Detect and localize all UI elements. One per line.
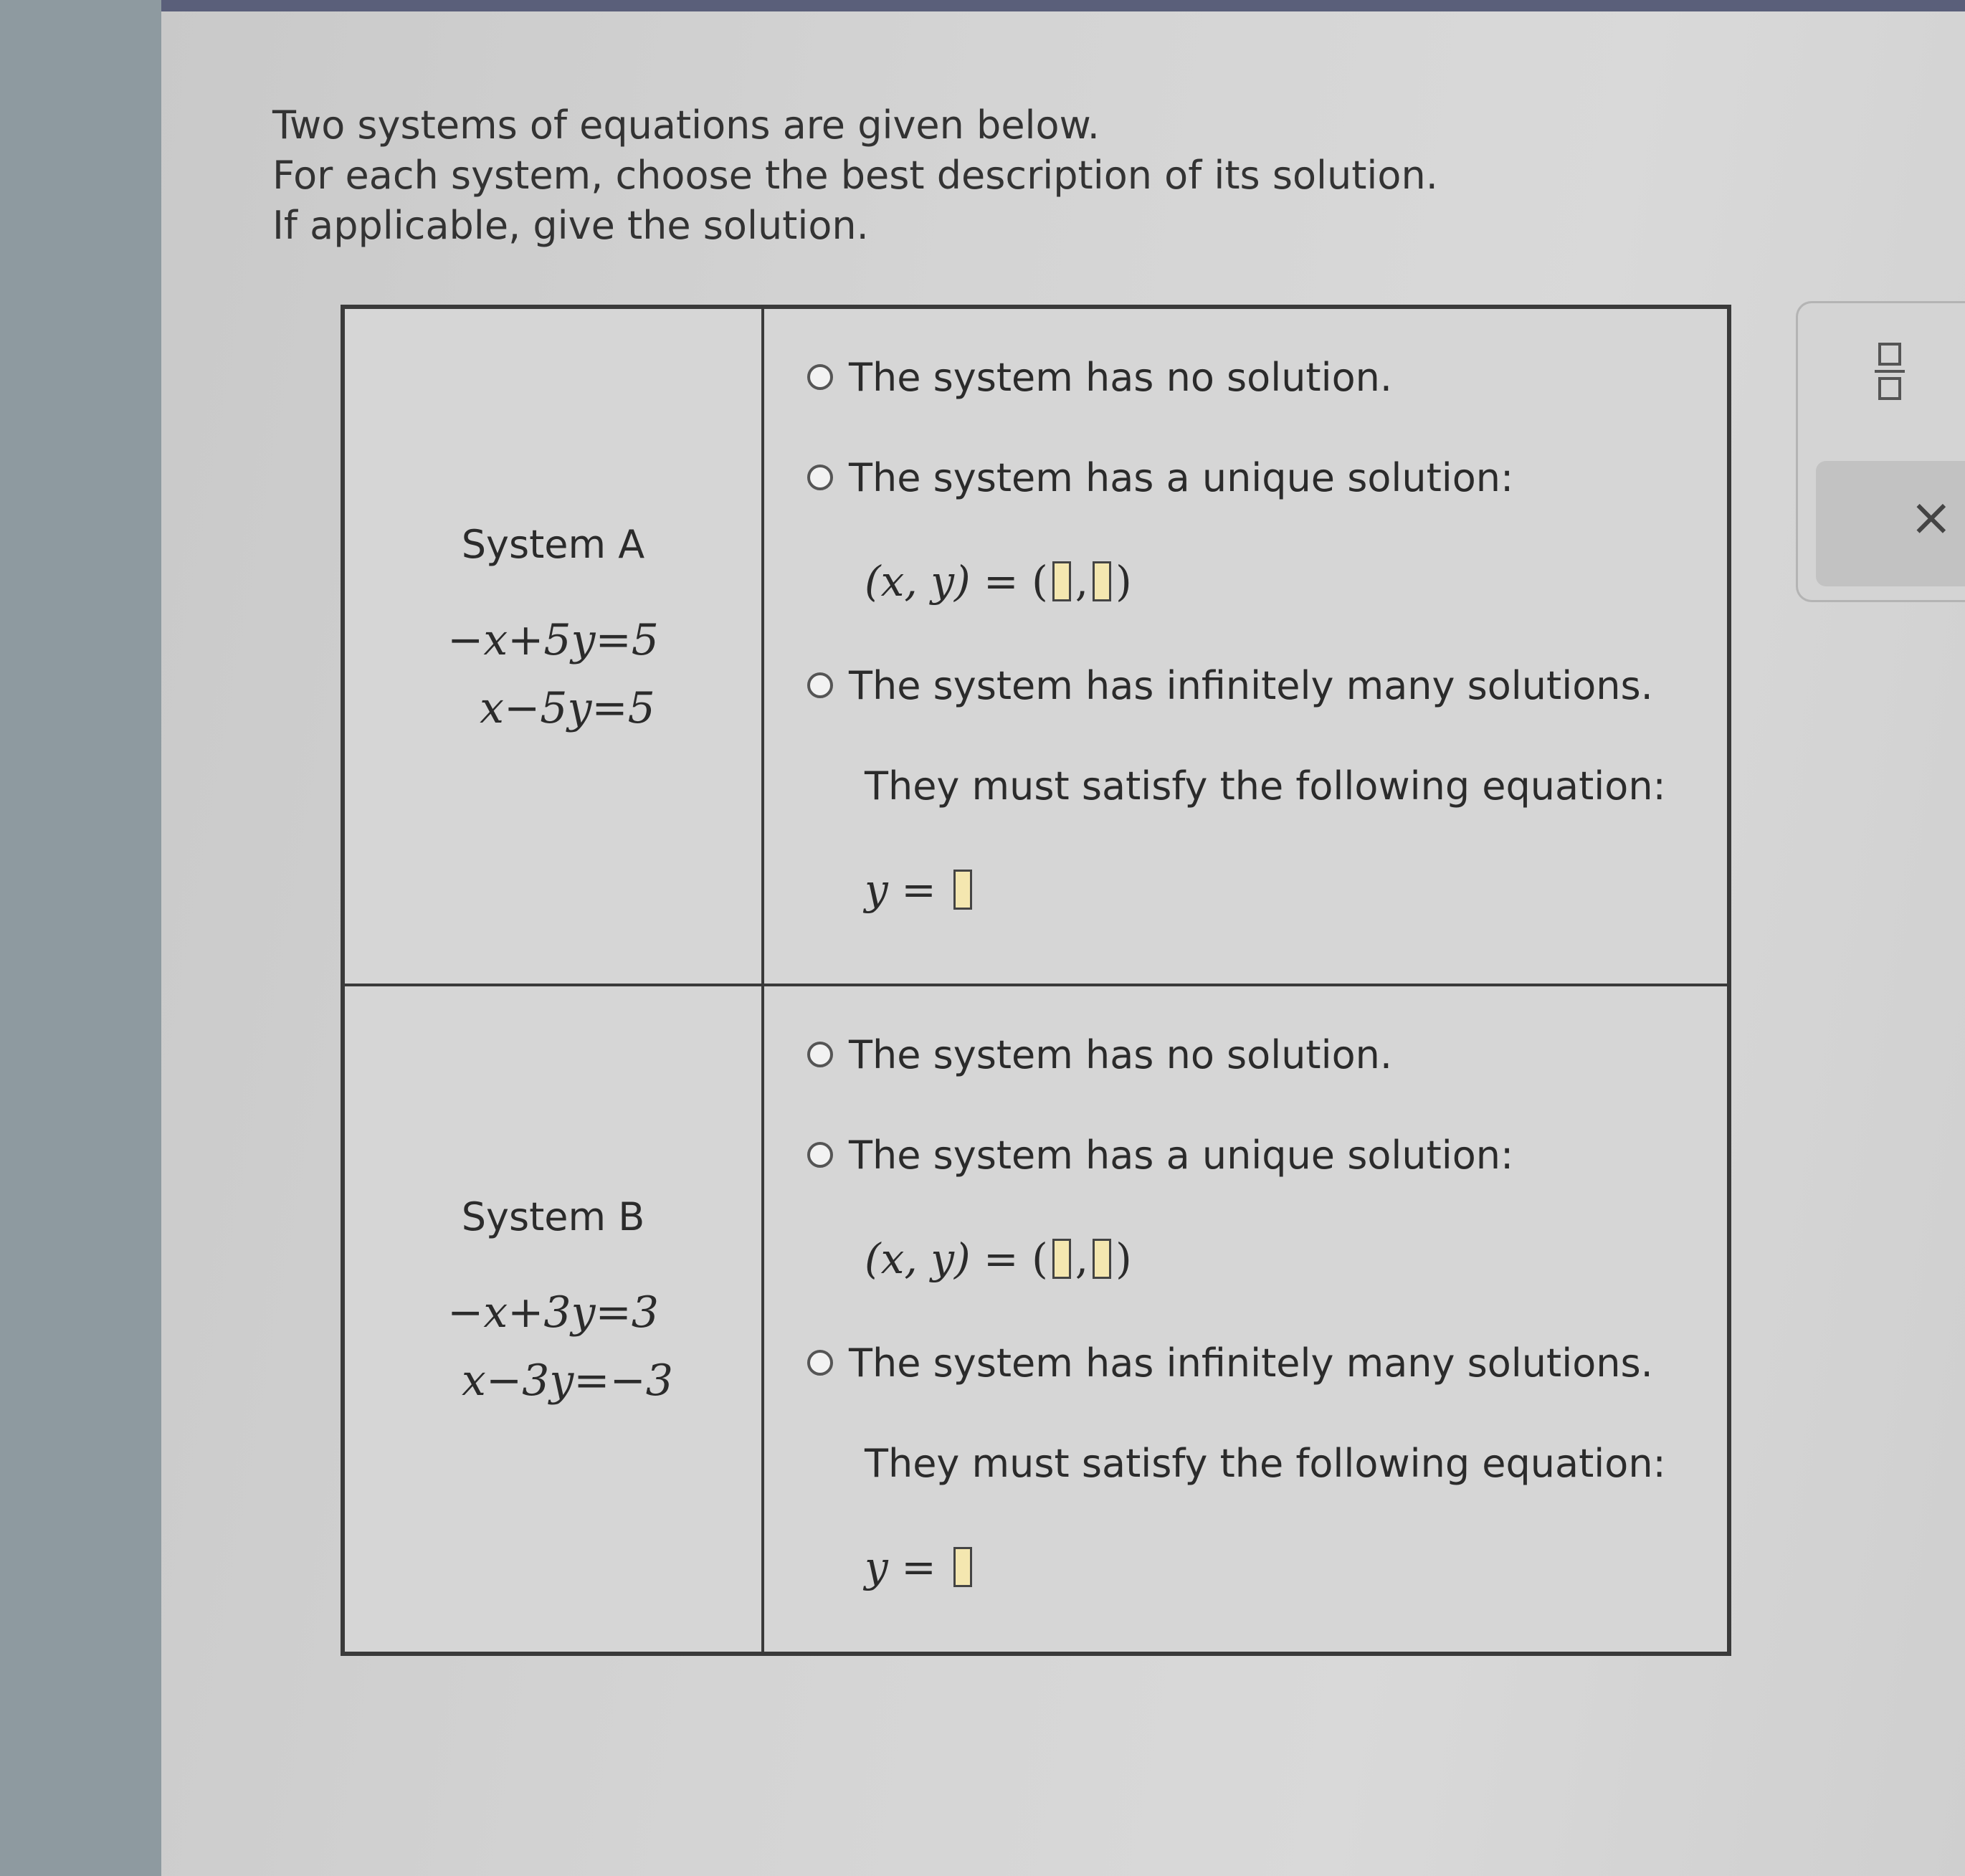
top-bar	[161, 0, 1965, 11]
open-paren: (	[1032, 1234, 1048, 1283]
radio-button[interactable]	[807, 364, 833, 390]
system-a-equation-1: −x+5y=5	[447, 614, 659, 665]
fraction-icon[interactable]	[1877, 343, 1903, 400]
system-a-cell	[343, 308, 763, 985]
close-icon: ×	[1909, 487, 1953, 547]
system-b-options	[763, 985, 1728, 1653]
option-label: The system has no solution.	[849, 1032, 1393, 1077]
math-toolbar	[1796, 301, 1965, 602]
system-a-options	[763, 308, 1728, 985]
system-a-title: System A	[461, 521, 645, 567]
y-equation-input[interactable]	[953, 1547, 972, 1587]
system-b-must-satisfy: They must satisfy the following equation:	[865, 1440, 1666, 1486]
x-answer-input[interactable]	[1052, 1239, 1071, 1279]
system-a-option-infinite[interactable]	[807, 660, 1727, 710]
x-answer-input[interactable]	[1052, 561, 1071, 601]
system-b-title: System B	[461, 1194, 645, 1239]
radio-button[interactable]	[807, 465, 833, 490]
system-a-equation-2: x−5y=5	[480, 682, 655, 733]
instructions	[272, 100, 1438, 251]
option-label: The system has infinitely many solutions.	[849, 1340, 1653, 1386]
system-b-option-infinite[interactable]	[807, 1338, 1727, 1388]
instruction-line-3: If applicable, give the solution.	[272, 203, 869, 248]
radio-button[interactable]	[807, 1142, 833, 1168]
system-b-cell	[343, 985, 763, 1653]
math-xy: (x, y)	[865, 557, 971, 606]
close-paren: )	[1115, 557, 1132, 606]
math-equals: =	[970, 557, 1032, 606]
instruction-line-1: Two systems of equations are given below.	[272, 103, 1100, 148]
systems-table	[341, 305, 1731, 1656]
math-y: y	[865, 1543, 888, 1591]
system-a-must-satisfy: They must satisfy the following equation:	[865, 763, 1666, 809]
system-b-option-no-solution[interactable]	[807, 1029, 1727, 1080]
system-a-unique-answer	[865, 553, 1727, 610]
option-label: The system has a unique solution:	[849, 454, 1514, 500]
radio-button[interactable]	[807, 1350, 833, 1376]
option-label: The system has infinitely many solutions.	[849, 662, 1653, 708]
comma: ,	[1075, 1234, 1089, 1283]
math-equals: =	[888, 1543, 950, 1591]
option-label: The system has no solution.	[849, 354, 1393, 400]
math-xy: (x, y)	[865, 1234, 971, 1283]
y-equation-input[interactable]	[953, 870, 972, 910]
math-equals: =	[888, 865, 950, 914]
system-b-option-unique[interactable]	[807, 1130, 1727, 1180]
system-b-equation-1: −x+3y=3	[447, 1287, 659, 1338]
close-paren: )	[1115, 1234, 1132, 1283]
system-a-y-equation	[865, 861, 1727, 918]
system-b-y-equation	[865, 1538, 1727, 1596]
y-answer-input[interactable]	[1093, 561, 1111, 601]
math-equals: =	[970, 1234, 1032, 1283]
math-y: y	[865, 865, 888, 914]
system-b-unique-answer	[865, 1230, 1727, 1287]
radio-button[interactable]	[807, 1042, 833, 1067]
instruction-line-2: For each system, choose the best description of its solution.	[272, 153, 1438, 198]
system-a-option-no-solution[interactable]	[807, 352, 1727, 402]
close-button[interactable]	[1816, 461, 1965, 586]
open-paren: (	[1032, 557, 1048, 606]
comma: ,	[1075, 557, 1089, 606]
system-b-equation-2: x−3y=−3	[462, 1356, 673, 1406]
y-answer-input[interactable]	[1093, 1239, 1111, 1279]
system-a-option-unique[interactable]	[807, 452, 1727, 503]
option-label: The system has a unique solution:	[849, 1132, 1514, 1178]
radio-button[interactable]	[807, 672, 833, 698]
